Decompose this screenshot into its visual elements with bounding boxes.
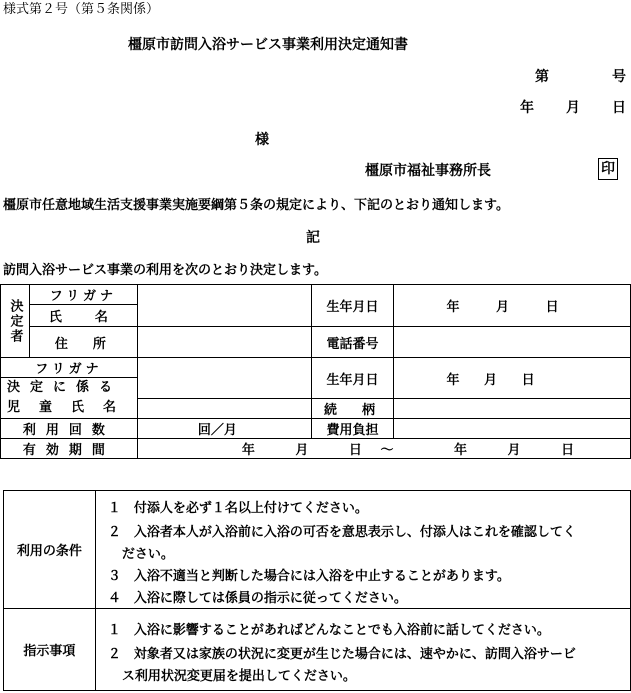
document-title: 橿原市訪問入浴サービス事業利用決定通知書 — [128, 37, 408, 53]
seal-mark: 印 — [598, 158, 618, 180]
instruction-item-2-cont: ス利用状況変更届を提出してください。 — [121, 669, 356, 684]
child-furigana-label: フリガナ — [1, 358, 138, 378]
decision-text: 訪問入浴サービス事業の利用を次のとおり決定します。 — [3, 263, 327, 278]
address-label: 住 所 — [29, 327, 137, 358]
phone-value[interactable] — [394, 327, 631, 358]
condition-item-4: ４ 入浴に際しては係員の指示に従ってください。 — [107, 591, 407, 606]
phone-label: 電話番号 — [311, 327, 394, 358]
period-year-2: 年 — [454, 443, 468, 458]
instruction-item-2: ２ 対象者又は家族の状況に変更が生じた場合には、速やかに、訪問入浴サービ — [107, 647, 576, 662]
conditions-content — [95, 491, 630, 609]
usage-count-value[interactable] — [137, 419, 311, 439]
period-month-2: 月 — [507, 443, 521, 458]
decider-label-cell — [1, 285, 30, 358]
issuer-name: 橿原市福祉事務所長 — [365, 163, 491, 179]
birth-year: 年 — [446, 300, 460, 315]
child-label-line2: 児童氏名 — [7, 400, 136, 415]
period-label: 有効期間 — [1, 439, 138, 459]
birth-month: 月 — [496, 300, 510, 315]
instructions-label: 指示事項 — [4, 609, 96, 691]
condition-item-1: １ 付添人を必ず１名以上付けてください。 — [107, 501, 368, 516]
child-name-value[interactable] — [137, 358, 311, 399]
birth2-year: 年 — [446, 372, 460, 388]
condition-item-3: ３ 入浴不適当と判断した場合には入浴を中止することがあります。 — [107, 569, 510, 584]
birthdate2-value[interactable] — [394, 358, 631, 399]
period-year-1: 年 — [241, 443, 255, 458]
condition-item-2: ２ 入浴者本人が入浴前に入浴の可否を意思表示し、付添人はこれを確認してく — [107, 525, 576, 540]
addressee-suffix: 様 — [255, 132, 269, 148]
usage-count-label: 利用回数 — [1, 419, 138, 439]
conditions-table — [3, 490, 631, 691]
birth-day: 日 — [545, 300, 559, 315]
usage-unit: 回／月 — [197, 423, 237, 438]
period-tilde: 〜 — [380, 443, 394, 458]
decider-label: 決定者 — [7, 298, 23, 344]
decision-table — [0, 284, 631, 459]
birthdate-label: 生年月日 — [311, 285, 394, 327]
date-day: 日 — [612, 100, 626, 116]
form-label: 様式第２号（第５条関係） — [3, 2, 160, 17]
cost-label: 費用負担 — [311, 419, 394, 439]
child-name-value-2[interactable] — [137, 399, 311, 419]
ki-heading: 記 — [306, 230, 320, 246]
intro-text: 橿原市任意地域生活支援事業実施要綱第５条の規定により、下記のとおり通知します。 — [3, 198, 509, 213]
birth2-day: 日 — [521, 372, 535, 388]
condition-item-2-cont: ださい。 — [121, 547, 174, 562]
period-day-2: 日 — [561, 443, 575, 458]
birth2-month: 月 — [484, 372, 498, 388]
instruction-item-1: １ 入浴に影響することがあればどんなことでも入浴前に話してください。 — [107, 623, 550, 638]
relation-value[interactable] — [394, 399, 631, 419]
address-value[interactable] — [137, 327, 311, 358]
relation-label: 続 柄 — [311, 399, 394, 419]
name-value[interactable] — [137, 285, 311, 327]
period-month-1: 月 — [295, 443, 309, 458]
birthdate2-label: 生年月日 — [311, 358, 394, 399]
birthdate-value[interactable] — [394, 285, 631, 327]
date-month: 月 — [566, 100, 580, 116]
number-suffix: 号 — [612, 69, 626, 85]
period-day-1: 日 — [348, 443, 362, 458]
furigana-label: フリガナ — [29, 285, 137, 305]
date-year: 年 — [520, 100, 534, 116]
child-label-line1: 決定に係る — [7, 380, 123, 395]
cost-value[interactable] — [394, 419, 631, 439]
name-label: 氏 名 — [29, 305, 137, 327]
instructions-content — [95, 609, 630, 691]
period-value[interactable] — [137, 439, 630, 459]
child-label-cell — [1, 378, 138, 419]
number-prefix: 第 — [535, 69, 549, 85]
conditions-label: 利用の条件 — [4, 491, 96, 609]
